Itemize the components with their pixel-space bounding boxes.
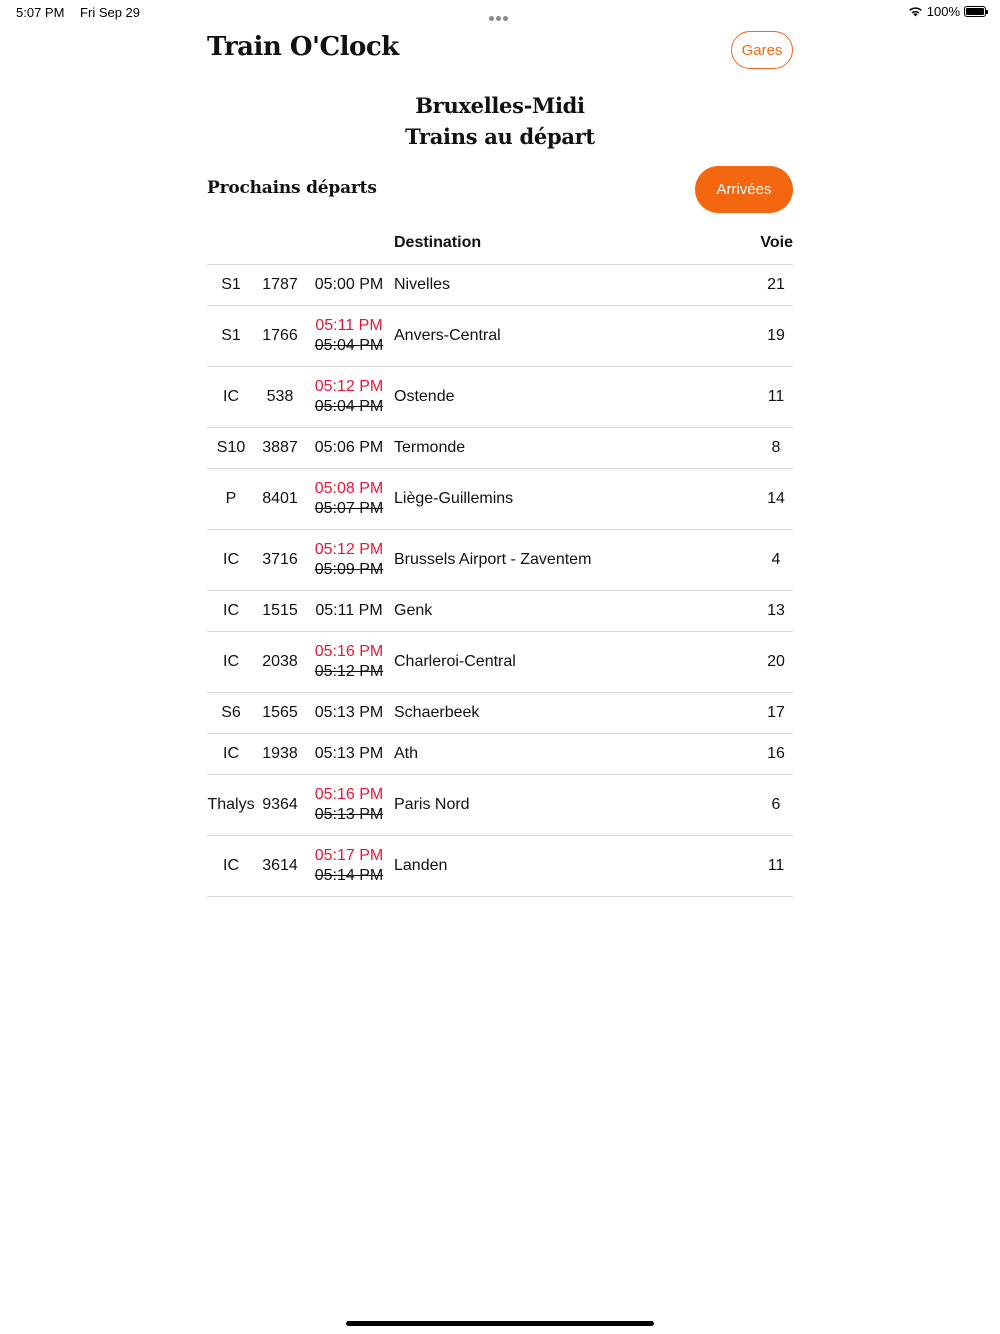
destination: Paris Nord — [394, 796, 470, 813]
train-type: S10 — [216, 439, 246, 456]
train-number: 1515 — [262, 602, 298, 619]
destination: Nivelles — [394, 276, 451, 293]
departure-time — [311, 591, 387, 631]
platform: 16 — [767, 745, 785, 762]
battery-icon — [964, 6, 986, 17]
table-body — [207, 265, 793, 897]
destination: Anvers-Central — [394, 327, 501, 344]
departure-time — [311, 428, 387, 468]
delayed-time: 05:12 PM — [314, 378, 384, 395]
train-type: S1 — [221, 327, 241, 344]
destination: Brussels Airport - Zaventem — [394, 551, 592, 568]
column-header-destination: Destination — [394, 234, 482, 251]
scheduled-time: 05:14 PM — [314, 867, 384, 884]
platform: 8 — [771, 439, 781, 456]
column-header-platform: Voie — [760, 234, 793, 251]
train-type: S6 — [221, 704, 241, 721]
table-row[interactable] — [207, 775, 793, 836]
departures-table — [207, 223, 793, 897]
destination: Ath — [394, 745, 419, 762]
train-number: 3887 — [262, 439, 298, 456]
train-number: 9364 — [262, 796, 298, 813]
table-header — [207, 223, 793, 265]
station-subtitle: Trains au départ — [405, 124, 595, 149]
table-row[interactable] — [207, 265, 793, 306]
train-number: 2038 — [262, 653, 298, 670]
scheduled-time: 05:04 PM — [314, 398, 384, 415]
train-type: Thalys — [207, 796, 255, 813]
train-type: IC — [223, 745, 239, 762]
train-type: IC — [223, 653, 239, 670]
scheduled-time: 05:12 PM — [314, 663, 384, 680]
status-indicators — [908, 4, 986, 19]
scheduled-time: 05:06 PM — [314, 439, 384, 456]
stations-button[interactable]: Gares — [731, 31, 793, 69]
departure-time — [311, 693, 387, 733]
table-row[interactable] — [207, 306, 793, 367]
status-date: Fri Sep 29 — [80, 5, 141, 20]
platform: 17 — [767, 704, 785, 721]
scheduled-time: 05:13 PM — [314, 745, 384, 762]
table-row[interactable] — [207, 591, 793, 632]
platform: 13 — [767, 602, 785, 619]
platform: 6 — [771, 796, 781, 813]
multitasking-dots-icon[interactable] — [489, 9, 511, 15]
train-type: P — [225, 490, 237, 507]
departure-time — [311, 836, 387, 896]
platform: 11 — [767, 388, 785, 405]
train-number: 1766 — [262, 327, 298, 344]
train-number: 538 — [266, 388, 294, 405]
delayed-time: 05:11 PM — [315, 317, 383, 334]
destination: Liège-Guillemins — [394, 490, 514, 507]
arrivals-button[interactable]: Arrivées — [695, 166, 793, 213]
train-number: 1787 — [262, 276, 298, 293]
wifi-icon — [908, 6, 923, 17]
scheduled-time: 05:13 PM — [314, 806, 384, 823]
scheduled-time: 05:00 PM — [314, 276, 384, 293]
platform: 4 — [771, 551, 781, 568]
section-title: Prochains départs — [207, 178, 377, 198]
station-name: Bruxelles-Midi — [415, 93, 585, 118]
table-row[interactable] — [207, 693, 793, 734]
train-number: 1938 — [262, 745, 298, 762]
table-row[interactable] — [207, 469, 793, 530]
home-indicator[interactable] — [346, 1321, 654, 1326]
train-number: 3614 — [262, 857, 298, 874]
platform: 21 — [767, 276, 785, 293]
destination: Genk — [394, 602, 433, 619]
delayed-time: 05:16 PM — [314, 786, 384, 803]
status-time: 5:07 PM — [16, 5, 65, 20]
destination: Termonde — [394, 439, 466, 456]
train-type: IC — [223, 602, 239, 619]
scheduled-time: 05:09 PM — [314, 561, 384, 578]
destination: Landen — [394, 857, 448, 874]
scheduled-time: 05:04 PM — [314, 337, 384, 354]
app-title: Train O'Clock — [207, 32, 399, 62]
platform: 14 — [767, 490, 785, 507]
departure-time — [311, 469, 387, 529]
departure-time — [311, 734, 387, 774]
delayed-time: 05:12 PM — [314, 541, 384, 558]
delayed-time: 05:16 PM — [314, 643, 384, 660]
status-bar — [0, 0, 1000, 24]
train-type: S1 — [221, 276, 241, 293]
table-row[interactable] — [207, 367, 793, 428]
train-number: 8401 — [262, 490, 298, 507]
departure-time — [311, 775, 387, 835]
scheduled-time: 05:11 PM — [315, 602, 383, 619]
destination: Schaerbeek — [394, 704, 480, 721]
battery-percent: 100% — [926, 4, 960, 19]
table-row[interactable] — [207, 530, 793, 591]
scheduled-time: 05:07 PM — [314, 500, 384, 517]
destination: Ostende — [394, 388, 455, 405]
train-type: IC — [223, 551, 239, 568]
train-type: IC — [223, 857, 239, 874]
train-number: 3716 — [262, 551, 298, 568]
delayed-time: 05:08 PM — [314, 480, 384, 497]
train-type: IC — [223, 388, 239, 405]
station-heading — [200, 90, 800, 152]
table-row[interactable] — [207, 734, 793, 775]
train-number: 1565 — [262, 704, 298, 721]
departure-time — [311, 306, 387, 366]
platform: 20 — [767, 653, 785, 670]
scheduled-time: 05:13 PM — [314, 704, 384, 721]
departure-time — [311, 632, 387, 692]
table-row[interactable] — [207, 632, 793, 693]
platform: 11 — [767, 857, 785, 874]
table-row[interactable] — [207, 428, 793, 469]
destination: Charleroi-Central — [394, 653, 516, 670]
status-time-date — [16, 5, 152, 20]
departure-time — [311, 530, 387, 590]
table-row[interactable] — [207, 836, 793, 897]
departure-time — [311, 265, 387, 305]
delayed-time: 05:17 PM — [314, 847, 384, 864]
platform: 19 — [767, 327, 785, 344]
departure-time — [311, 367, 387, 427]
